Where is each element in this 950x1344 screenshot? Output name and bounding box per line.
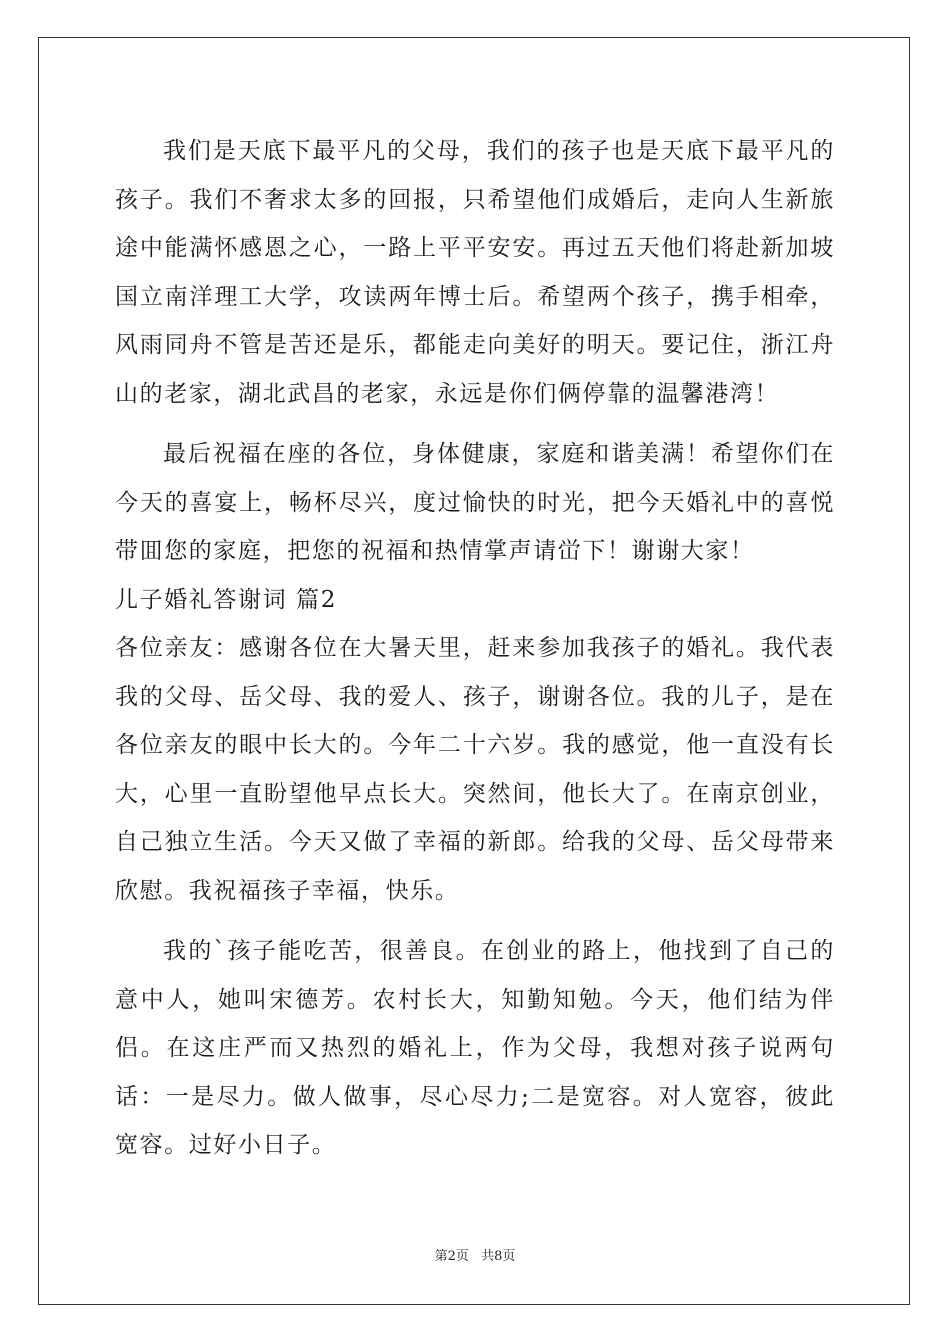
paragraph-greeting: 各位亲友：感谢各位在大暑天里，赶来参加我孩子的婚礼。我代表我的父母、岳父母、我的爱人、孩子，谢谢各位。我的儿子，是在各位亲友的眼中长大的。今年二十六岁。我的感觉，他一直没有长大，心里一直盼望他早点长大。突然间，他长大了。在南京创业，自己独立生活。今天又做了幸福的新郎。给我的父母、岳父母带来欣慰。我祝福孩子幸福，快乐。 bbox=[115, 635, 835, 904]
paragraph-closing-blessing: 最后祝福在座的各位，身体健康，家庭和谐美满！希望你们在今天的喜宴上，畅杯尽兴，度过愉快的时光，把今天婚礼中的喜悦带囬您的家庭，把您的祝福和热情掌声请峃下！谢谢大家！ bbox=[115, 441, 835, 564]
page-footer bbox=[0, 1245, 950, 1264]
paragraph-son-story: 我的`孩子能吃苦，很善良。在创业的路上，他找到了自己的意中人，她叫宋德芳。农村长大，知勤知勉。今天，他们结为伴侣。在这庄严而又热烈的婚礼上，作为父母，我想对孩子说两句话：一是尽力。做人做事，尽心尽力;二是宽容。对人宽容，彼此宽容。过好小日子。 bbox=[115, 938, 835, 1158]
paragraph-parents-wishes: 我们是天底下最平凡的父母，我们的孩子也是天底下最平凡的孩子。我们不奢求太多的回报，只希望他们成婚后，走向人生新旅途中能满怀感恩之心，一路上平平安安。再过五天他们将赴新加坡国立南洋理工大学，攻读两年博士后。希望两个孩子，携手相牵，风雨同舟不管是苦还是乐，都能走向美好的明天。要记住，浙江舟山的老家，湖北武昌的老家，永远是你们俩停靠的温馨港湾！ bbox=[115, 138, 835, 407]
document-body bbox=[115, 127, 835, 1170]
page-total: 共8页 bbox=[481, 1249, 516, 1264]
section-title: 儿子婚礼答谢词 篇2 bbox=[115, 586, 337, 613]
page-number: 第2页 bbox=[434, 1249, 469, 1264]
